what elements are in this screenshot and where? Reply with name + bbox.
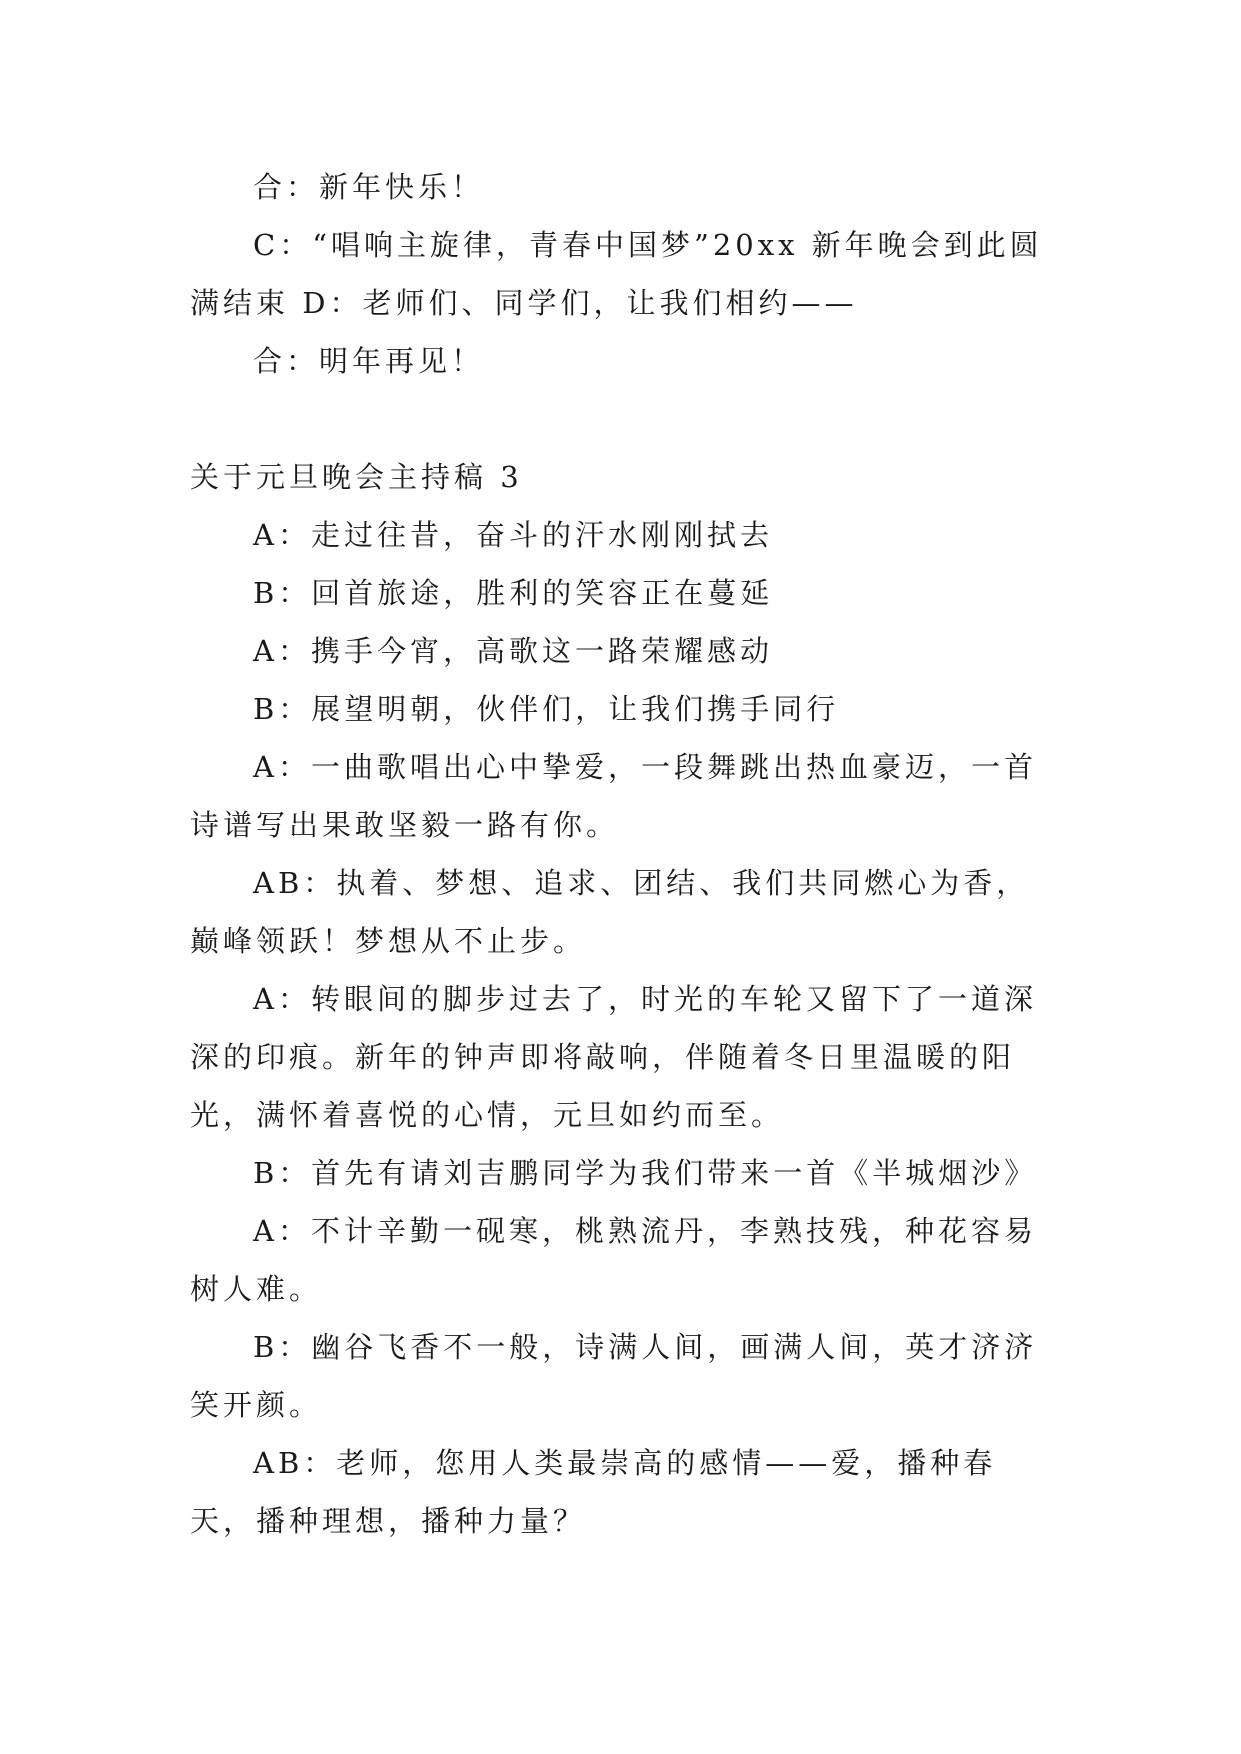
paragraph: A：携手今宵，高歌这一路荣耀感动 (253, 634, 773, 668)
paragraph: 合：明年再见！ (253, 344, 485, 378)
paragraph: A：转眼间的脚步过去了，时光的车轮又留下了一道深深的印痕。新年的钟声即将敲响，伴随着冬日里温暖的阳光，满怀着喜悦的心情，元旦如约而至。 (190, 982, 1037, 1132)
paragraph: AB：老师，您用人类最崇高的感情——爱，播种春天，播种理想，播种力量？ (190, 1446, 997, 1538)
paragraph: A：走过往昔，奋斗的汗水刚刚拭去 (253, 518, 773, 552)
paragraph: B：首先有请刘吉鹏同学为我们带来一首《半城烟沙》 (253, 1156, 1038, 1190)
paragraph: B：幽谷飞香不一般，诗满人间，画满人间，英才济济笑开颜。 (190, 1330, 1038, 1422)
paragraph: 合：新年快乐！ (253, 170, 485, 204)
paragraph: A：一曲歌唱出心中挚爱，一段舞跳出热血豪迈，一首诗谱写出果敢坚毅一路有你。 (190, 750, 1037, 842)
paragraph: B：回首旅途，胜利的笑容正在蔓延 (253, 576, 774, 610)
section-title: 关于元旦晚会主持稿 3 (190, 460, 523, 494)
document-body (190, 158, 1060, 1550)
paragraph: AB：执着、梦想、追求、团结、我们共同燃心为香，巅峰领跃！梦想从不止步。 (190, 866, 1030, 958)
paragraph: C：“唱响主旋律，青春中国梦”20xx 新年晚会到此圆满结束 D：老师们、同学们，让我们相约—— (190, 228, 1043, 320)
paragraph: A：不计辛勤一砚寒，桃熟流丹，李熟技残，种花容易树人难。 (190, 1214, 1037, 1306)
paragraph: B：展望明朝，伙伴们，让我们携手同行 (253, 692, 840, 726)
